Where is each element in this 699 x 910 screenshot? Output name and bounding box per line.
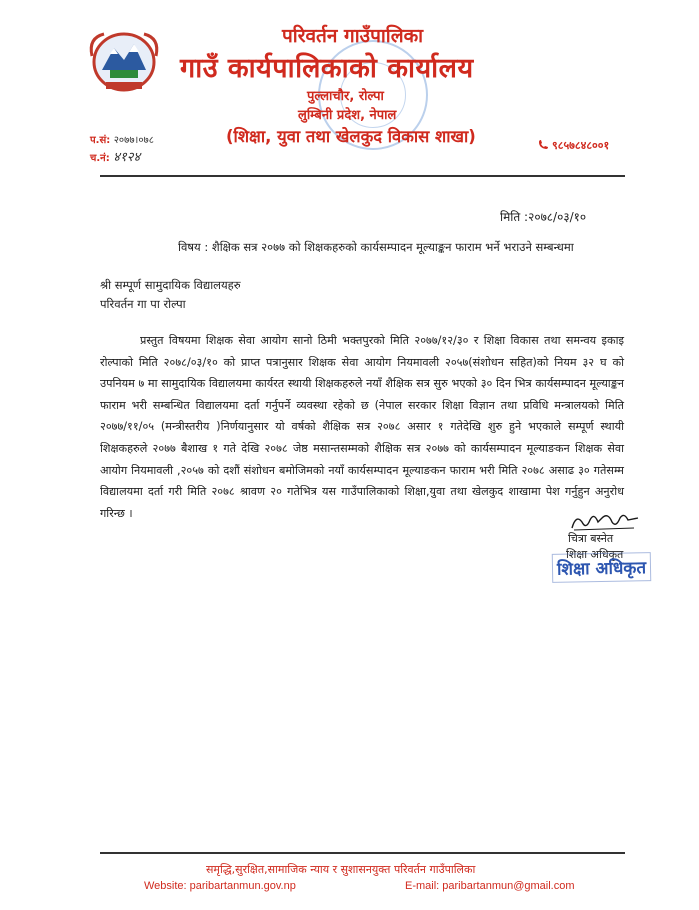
signatory-name: चित्रा बस्नेत <box>568 532 614 545</box>
reference-number <box>90 132 154 146</box>
addressee <box>100 276 241 314</box>
office-name: गाउँ कार्यपालिकाको कार्यालय <box>180 53 474 84</box>
dispatch-label: च.नं: <box>90 153 110 164</box>
letter-date: मिति :२०७८/०३/१० <box>500 210 587 224</box>
address-line-2: लुम्बिनी प्रदेश, नेपाल <box>298 108 397 123</box>
signatory-title: शिक्षा अधिकृत <box>566 548 624 561</box>
addressee-line-2: परिवर्तन गा पा रोल्पा <box>100 297 186 311</box>
municipality-name: परिवर्तन गाउँपालिका <box>282 25 424 47</box>
footer-website: Website: paribartanmun.gov.np <box>144 880 296 892</box>
footer-email: E-mail: paribartanmun@gmail.com <box>405 880 575 892</box>
reference-label: प.सं: <box>90 135 111 146</box>
letter-subject: विषय : शैक्षिक सत्र २०७७ को शिक्षकहरुको कार्यसम्पादन मूल्याङ्कन फाराम भर्ने भराउने सम्बन्धमा <box>178 240 574 254</box>
footer-motto: समृद्धि,सुरक्षित,सामाजिक न्याय र सुशासनयुक्त परिवर्तन गाउँपालिका <box>206 863 476 876</box>
phone-icon <box>538 139 550 152</box>
address-line-1: पुल्लाचौर, रोल्पा <box>307 89 384 104</box>
dispatch-value: ४१२४ <box>113 150 141 165</box>
section-name: (शिक्षा, युवा तथा खेलकुद विकास शाखा) <box>226 127 476 146</box>
letter-body: प्रस्तुत विषयमा शिक्षक सेवा आयोग सानो ठिमी भक्तपुरको मिति २०७७/१२/३० र शिक्षा विकास तथा समन्वय इकाइ रोल्पाको मिति २०७८/०३/१० को प्राप्त पत्रानुसार शिक्षक सेवा आयोग नियमावली २०५७(संशोधन सहित)को नियम ३२ घ को उपनियम ७ मा सामुदायिक विद्यालयमा कार्यरत स्थायी शिक्षकहरुले नयाँ शैक्षिक सत्र सुरु भएको ३० दिन भित्र कार्यसम्पादन मूल्याङ्कन फाराम भरी सम्बन्धित विद्यालयमा दर्ता गर्नुपर्ने व्यवस्था रहेको छ (नेपाल सरकार शिक्षा विज्ञान तथा प्रविधि मन्त्रालयको मिति २०७७/११/०५ (मन्त्रीस्तरीय )निर्णयानुसार यो वर्षको शैक्षिक सत्र २०७८ असार १ गतेदेखि शुरु हुने भएकाले सम्पूर्ण स्थायी शिक्षकहरुले २०७७ बैशाख १ गते देखि २०७८ जेष्ठ मसान्तसम्मको शैक्षिक सत्र २०७७ को कार्यसम्पादन मूल्याङकन शिक्षक सेवा आयोग नियमावली ,२०५७ को दशौं संशोधन बमोजिमको नयाँ कार्यसम्पादन मूल्याङकन फाराम भरी मिति २०७८ असाढ ३० गतेसम्म विद्यालयमा दर्ता गरी मिति २०७८ श्रावण २० गतेभित्र यस गाउँपालिकाको शिक्षा,युवा तथा खेलकुद शाखामा पेश गर्नुहुन अनुरोध गरिन्छ । <box>100 334 624 520</box>
addressee-line-1: श्री सम्पूर्ण सामुदायिक विद्यालयहरु <box>100 278 241 292</box>
designation-stamp: शिक्षा अधिकृत <box>552 552 652 583</box>
footer-divider <box>100 852 625 854</box>
header-divider <box>100 175 625 177</box>
reference-value: २०७७।०७८ <box>113 135 154 146</box>
phone-value: ९८५७८४८००१ <box>552 139 610 152</box>
dispatch-number <box>90 147 140 165</box>
nepal-emblem-icon <box>84 26 164 94</box>
phone-number <box>538 138 609 153</box>
